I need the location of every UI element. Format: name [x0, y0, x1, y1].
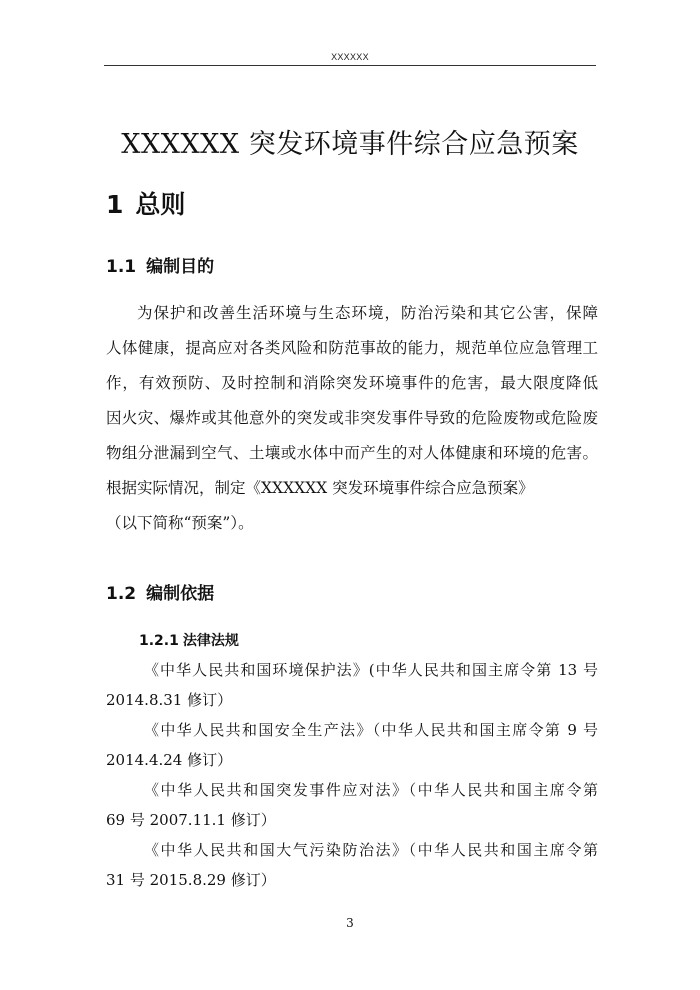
purpose-paragraph — [106, 296, 598, 541]
paragraph-line: 物组分泄漏到空气、土壤或水体中而产生的对人体健康和环境的危害。 — [106, 444, 598, 462]
section-1-2-1-number: 1.2.1 — [139, 633, 179, 649]
law-item-line: 2014.8.31 修订） — [106, 691, 233, 709]
paragraph-line: 根据实际情况，制定《XXXXXX 突发环境事件综合应急预案》 — [106, 479, 534, 497]
law-item-line: 69 号 2007.11.1 修订） — [106, 811, 276, 829]
section-1-1-heading — [106, 252, 214, 277]
section-1-number: 1 — [106, 190, 124, 219]
section-1-heading — [106, 185, 185, 221]
document-title: XXXXXX 突发环境事件综合应急预案 — [121, 129, 579, 160]
section-1-1-number: 1.1 — [106, 257, 137, 277]
law-item-line: 《中华人民共和国环境保护法》(中华人民共和国主席令第 13 号 — [144, 661, 598, 679]
law-item-line: 2014.4.24 修订） — [106, 751, 233, 769]
page-header: XXXXXX — [331, 52, 369, 62]
paragraph-line: 人体健康，提高应对各类风险和防范事故的能力，规范单位应急管理工 — [106, 339, 598, 357]
law-item-line: 《中华人民共和国安全生产法》（中华人民共和国主席令第 9 号 — [144, 721, 598, 739]
section-1-title: 总则 — [135, 190, 186, 219]
section-1-2-1-title: 法律法规 — [182, 633, 239, 649]
section-1-2-heading — [106, 579, 214, 604]
section-1-2-1-heading — [139, 630, 239, 650]
section-1-2-number: 1.2 — [106, 584, 137, 604]
law-item-line: 《中华人民共和国突发事件应对法》（中华人民共和国主席令第 — [144, 781, 598, 799]
paragraph-line: （以下简称“预案”）。 — [106, 514, 254, 532]
law-list — [106, 655, 598, 895]
law-item-line: 《中华人民共和国大气污染防治法》（中华人民共和国主席令第 — [144, 841, 598, 859]
section-1-1-title: 编制目的 — [146, 257, 215, 277]
section-1-2-title: 编制依据 — [146, 584, 215, 604]
page-number: 3 — [346, 916, 354, 930]
header-divider — [104, 65, 596, 66]
paragraph-line: 为保护和改善生活环境与生态环境，防治污染和其它公害，保障 — [137, 304, 598, 322]
paragraph-line: 因火灾、爆炸或其他意外的突发或非突发事件导致的危险废物或危险废 — [106, 409, 598, 427]
paragraph-line: 作，有效预防、及时控制和消除突发环境事件的危害，最大限度降低 — [106, 374, 598, 392]
law-item-line: 31 号 2015.8.29 修订） — [106, 871, 276, 889]
